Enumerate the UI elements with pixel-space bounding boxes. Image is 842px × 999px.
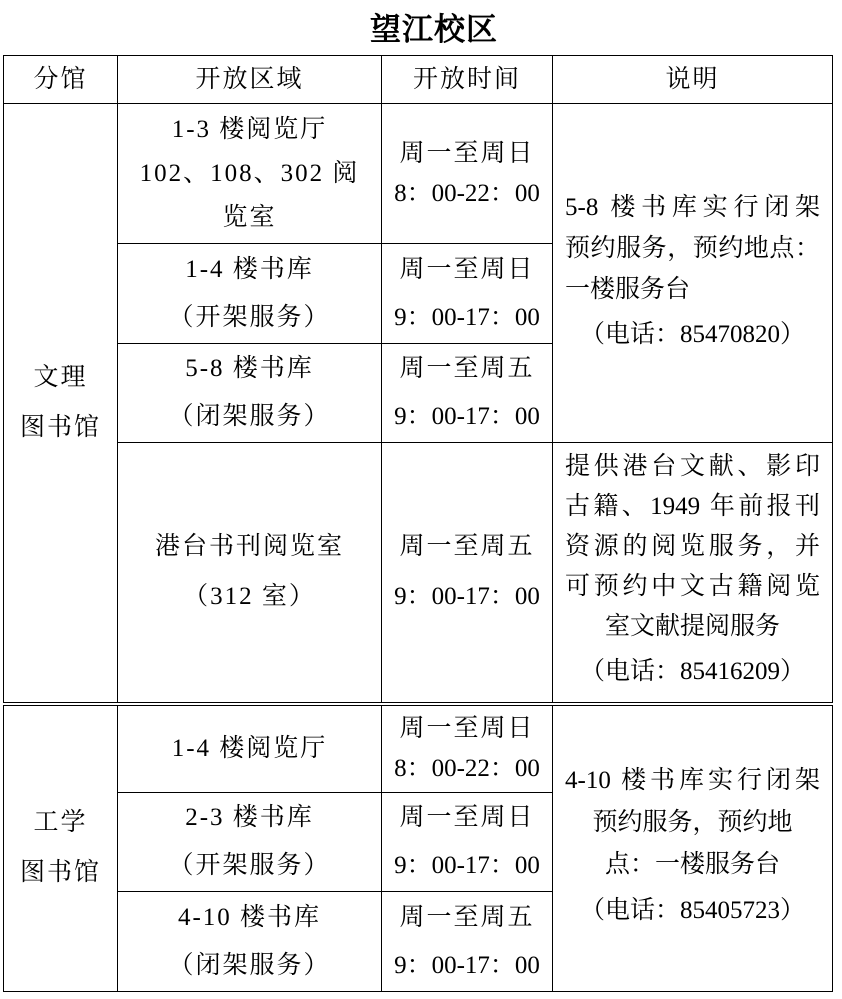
branch-name-line: 工学 xyxy=(33,809,88,837)
area-cell xyxy=(118,793,382,892)
hours-cell xyxy=(382,344,553,443)
hours-days: 周一至周日 xyxy=(399,255,535,283)
area-line: （开架服务） xyxy=(168,852,331,879)
notes-line: 一楼服务台 xyxy=(565,275,691,303)
hours-days: 周一至周日 xyxy=(399,714,535,742)
area-cell xyxy=(118,892,382,992)
area-cell xyxy=(118,104,382,244)
table-row xyxy=(4,443,833,704)
notes-line: 5-8 楼书库实行闭架 xyxy=(565,193,820,221)
notes-line: 点：一楼服务台 xyxy=(604,851,780,879)
table-row xyxy=(4,104,833,244)
area-line: 1-4 楼阅览厅 xyxy=(171,734,328,762)
header-hours: 开放时间 xyxy=(382,56,553,104)
hours-time: 9：00-17：00 xyxy=(394,583,540,611)
area-line: 港台书刊阅览室 xyxy=(154,533,344,561)
area-line: 4-10 楼书库 xyxy=(177,903,322,931)
branch-cell-wenli xyxy=(4,104,118,704)
header-notes: 说明 xyxy=(553,56,833,104)
notes-cell xyxy=(553,704,833,992)
area-cell xyxy=(118,344,382,443)
notes-line: 资源的阅览服务，并 xyxy=(565,533,820,561)
notes-line: 提供港台文献、影印 xyxy=(565,453,820,481)
area-cell xyxy=(118,244,382,344)
hours-days: 周一至周五 xyxy=(399,355,535,382)
page-title: 望江校区 xyxy=(370,12,498,48)
table-row xyxy=(4,704,833,793)
hours-cell xyxy=(382,793,553,892)
notes-line: 预约服务，预约地 xyxy=(592,809,793,837)
area-line: 览室 xyxy=(222,203,277,231)
hours-time: 9：00-17：00 xyxy=(394,303,540,331)
area-line: 5-8 楼书库 xyxy=(185,355,314,382)
hours-days: 周一至周日 xyxy=(399,804,535,831)
opening-hours-table xyxy=(3,55,833,992)
branch-name-line: 图书馆 xyxy=(19,859,101,887)
area-cell xyxy=(118,443,382,704)
hours-time: 9：00-17：00 xyxy=(394,403,540,430)
hours-time: 9：00-17：00 xyxy=(394,951,540,979)
hours-days: 周一至周五 xyxy=(399,533,535,561)
branch-cell-gongxue xyxy=(4,704,118,992)
notes-line: 古籍、1949 年前报刊 xyxy=(565,493,820,521)
area-cell xyxy=(118,704,382,793)
branch-name-line: 文理 xyxy=(33,363,88,391)
notes-line: 4-10 楼书库实行闭架 xyxy=(565,767,820,795)
area-line: （开架服务） xyxy=(168,303,331,331)
notes-line: 室文献提阅服务 xyxy=(604,613,780,641)
notes-cell xyxy=(553,443,833,704)
hours-time: 8：00-22：00 xyxy=(394,754,540,782)
hours-cell xyxy=(382,104,553,244)
area-line: 1-4 楼书库 xyxy=(185,255,314,283)
hours-days: 周一至周五 xyxy=(399,903,535,931)
notes-phone: （电话：85470820） xyxy=(579,320,805,348)
hours-cell xyxy=(382,704,553,793)
area-line: （闭架服务） xyxy=(168,403,331,430)
area-line: 1-3 楼阅览厅 xyxy=(171,115,328,143)
notes-line: 可预约中文古籍阅览 xyxy=(565,573,820,601)
notes-cell xyxy=(553,104,833,443)
hours-time: 8：00-22：00 xyxy=(394,179,540,207)
hours-cell xyxy=(382,892,553,992)
area-line: （闭架服务） xyxy=(168,951,331,979)
hours-time: 9：00-17：00 xyxy=(394,852,540,879)
notes-phone: （电话：85405723） xyxy=(579,897,805,925)
area-line: 2-3 楼书库 xyxy=(185,804,314,831)
hours-days: 周一至周日 xyxy=(399,139,535,167)
hours-cell xyxy=(382,443,553,704)
branch-name-line: 图书馆 xyxy=(19,413,101,441)
notes-line: 预约服务，预约地点： xyxy=(565,234,820,262)
hours-cell xyxy=(382,244,553,344)
area-line: （312 室） xyxy=(183,583,316,611)
header-area: 开放区域 xyxy=(118,56,382,104)
notes-phone: （电话：85416209） xyxy=(579,658,805,686)
header-row xyxy=(4,56,833,104)
header-branch: 分馆 xyxy=(4,56,118,104)
area-line: 102、108、302 阅 xyxy=(139,159,360,187)
